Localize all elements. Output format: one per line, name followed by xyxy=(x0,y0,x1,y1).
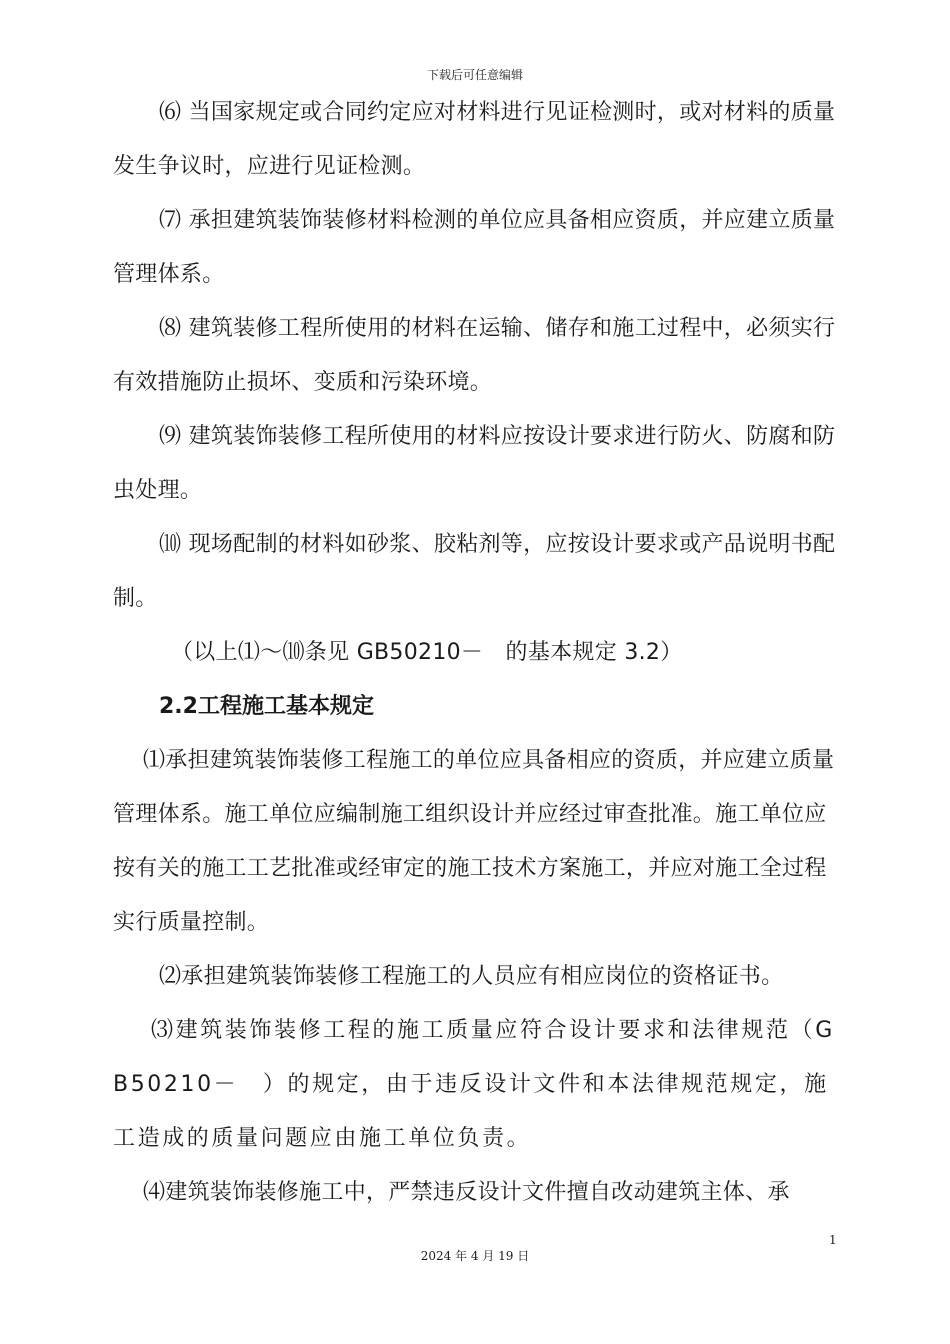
document-body xyxy=(113,86,837,1220)
section-paragraph-2: ⑵承担建筑装饰装修工程施工的人员应有相应岗位的资格证书。 xyxy=(159,964,784,989)
paragraph-7: ⑺ 承担建筑装饰装修材料检测的单位应具备相应资质，并应建立质量管理体系。 xyxy=(113,208,836,287)
section-heading: 2.2工程施工基本规定 xyxy=(159,694,374,719)
page-header-note: 下载后可任意编辑 xyxy=(426,68,523,82)
reference-note: （以上⑴～⑽条见 GB50210－ 的基本规定 3.2） xyxy=(171,640,683,665)
section-paragraph-4: ⑷建筑装饰装修施工中，严禁违反设计文件擅自改动建筑主体、承 xyxy=(143,1180,790,1205)
section-paragraph-1: ⑴承担建筑装饰装修工程施工的单位应具备相应的资质，并应建立质量管理体系。施工单位应编制施工组织设计并应经过审查批准。施工单位应按有关的施工工艺批准或经审定的施工技术方案施工，并应对施工全过程实行质量控制。 xyxy=(113,748,835,935)
page-number: 1 xyxy=(829,1233,837,1247)
paragraph-6: ⑹ 当国家规定或合同约定应对材料进行见证检测时，或对材料的质量发生争议时，应进行见证检测。 xyxy=(113,100,836,179)
paragraph-9: ⑼ 建筑装饰装修工程所使用的材料应按设计要求进行防火、防腐和防虫处理。 xyxy=(113,424,836,503)
paragraph-8: ⑻ 建筑装修工程所使用的材料在运输、储存和施工过程中，必须实行有效措施防止损坏、变质和污染环境。 xyxy=(113,316,836,395)
section-paragraph-3: ⑶建筑装饰装修工程的施工质量应符合设计要求和法律规范（GB50210－ ）的规定，由于违反设计文件和本法律规范规定，施工造成的质量问题应由施工单位负责。 xyxy=(113,1018,835,1151)
page-date: 2024 年 4 月 19 日 xyxy=(420,1249,530,1263)
paragraph-10: ⑽ 现场配制的材料如砂浆、胶粘剂等，应按设计要求或产品说明书配制。 xyxy=(113,532,836,611)
